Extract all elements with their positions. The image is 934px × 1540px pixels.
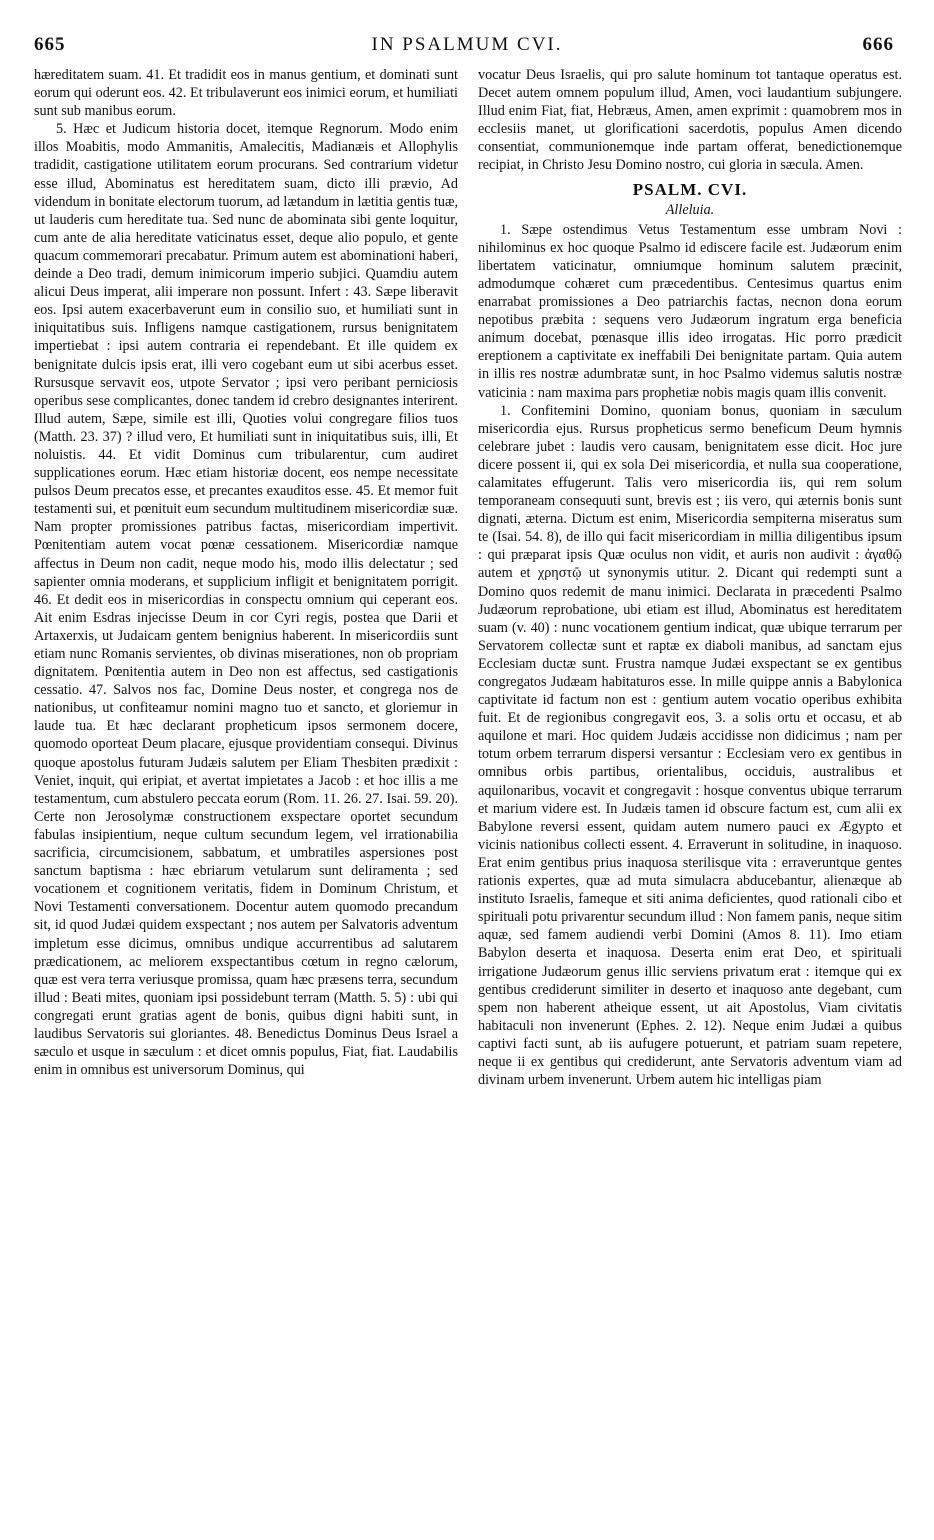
left-paragraph-2: 5. Hæc et Judicum historia docet, itemque Regnorum. Modo enim illos Moabitis, modo Ammanitis, Amalecitis, Madianæis et Allophylis tradidit, castigatione utilitatem eorum procurans. Sed contrarium videtur esse illud, Abominatus est hereditatem suam, dicto illi prævio, Ad videndum in bonitate electorum tuorum, ad lætandum in lætitia gentis tuæ, ut lauderis cum hereditate tua. Sed nunc de abominata sibi gente loquitur, cum ante de alia hereditate vaticinatus esset, deque alio populo, et gente quacum commemorari precabatur. Primum autem est abominationi haberi, deinde a Deo tradi, demum inimicorum imperio subjici. Quamdiu autem alicui Deus imperat, alii imperare non possunt. Infert : 43. Sæpe liberavit eos. Ipsi autem exacerbaverunt eum in consilio suo, et humiliati sunt in iniquitatibus suis. Infligens namque castigationem, rursus benignitatem impertiebat : ipsi autem contraria ei rependebant. Et ille quidem ex benignitate dulcis ipsis erat, illi vero cogebant eum ut sibi acerbus esset. Rursusque servavit eos, utpote Servator ; ipsi vero peribant perniciosis operibus sese complicantes, donec tandem id crebro designantes interirent. Illud autem, Sæpe, simile est illi, Quoties volui congregare filios tuos (Matth. 23. 37) ? illud vero, Et humiliati sunt in iniquitatibus suis, illi, Et noluistis. 44. Et vidit Dominus cum tribularentur, cum audiret supplicationes eorum. Hæc etiam historiæ docent, eos nempe necessitate pulsos Deum precatos esse, et precantes exauditos esse. 45. Et memor fuit testamenti sui, et pœnituit eum secundum multitudinem misericordiæ suæ. Nam propter promissiones patribus factas, misericordiam impertivit. Pœnitentiam autem vocat pœnæ cessationem. Misericordiæ namque affectus in Deum non cadit, neque modo his, modo illis delectatur ; sed sapienter omnia moderans, et supplicium infligit et benignitatem porrigit. 46. Et dedit eos in misericordias in conspectu omnium qui ceperant eos. Ait enim Esdras injecisse Deum in cor Cyri regis, postea que Darii et Artaxerxis, ut Judaicam gentem benignius haberent. In misericordiis sunt etiam nunc Romanis servientes, ob divinas miserationes, non ob propriam dignitatem. Pœnitentia autem in Deo non est affectus, sed castigationis cessatio. 47. Salvos nos fac, Domine Deus noster, et congrega nos de nationibus, ut confiteamur nomini magno tuo et sancto, et gloriemur in laude tua. Et hæc declarant propheticum ipsos sermonem docere, quomodo oporteat Deum placare, ejusque providentiam consequi. Divinus quoque apostolus futuram Judæis salutem per Eliam Thesbiten prædixit : Veniet, inquit, qui eripiat, et avertat impietates a Jacob : et hoc illis a me testamentum, cum abstulero peccata eorum (Rom. 11. 26. 27. Isai. 59. 20). Certe non Jerosolymæ constructionem exspectare oportet secundum fabulas insipientium, neque cultum secundum legem, vel irrationabilia sacrificia, circumcisionem, sabbatum, et umbratiles aspersiones post sanctum baptisma : hæc ebriarum vetularum sunt deliramenta ; sed vocationem et cognitionem veritatis, fidem in Dominum Christum, et Novi Testamenti conversationem. Docentur autem quomodo precandum sit, id quod Judæi quidem exspectant ; nos autem per Salvatoris adventum impletum esse dicimus, omnibus undique accurrentibus ad salutarem prædicationem, ac meliorem exspectantibus cœtum in regno cælorum, quæ est vera terra veriusque promissa, quam hæc præsens terra, secundum illud : Beati mites, quoniam ipsi possidebunt terram (Matth. 5. 5) : ubi qui congregati erunt gratias agent de bonis, quibus digni habiti sunt, in laudibus Servatoris sui gloriantes. 48. Benedictus Dominus Deus Israel a sæculo et usque in sæculum : et dicet omnis populus, Fiat, fiat. Laudabilis enim in omnibus est universorum Dominus, qui [34, 121, 458, 1079]
page-header [0, 34, 934, 58]
page-number-right: 666 [862, 34, 894, 55]
left-paragraph-1: hæreditatem suam. 41. Et tradidit eos in manus gentium, et dominati sunt eorum qui oderunt eos. 42. Et tribulaverunt eos inimici eorum, et humiliati sunt sub manibus eorum. [34, 67, 458, 120]
right-column [478, 66, 902, 1089]
right-paragraph-3: 1. Confitemini Domino, quoniam bonus, quoniam in sæculum misericordia ejus. Rursus propheticus sermo beneficum Deum hymnis celebrare jubet : laudis vero causam, benignitatem esse dicit. Hoc jure dicere possent ii, qui ex sola Dei misericordia, et nulla sua cooperatione, calamitates effugerunt. Talis vero misericordia iis, qui rem solum temporaneam consequuti sunt, brevis est ; iis vero, qui æternis bonis sunt dignati, æterna. Dictum est enim, Misericordia sempiterna miseratus sum te (Isai. 54. 8), de illo qui facit misericordiam in millia diligentibus ipsum : qui præparat ipsis Quæ oculus non vidit, et auris non audivit : ἀγαθῷ autem et χρηστῷ ut synonymis utitur. 2. Dicant qui redempti sunt a Domino quos redemit de manu inimici. Declarata in præcedenti Psalmo Judæorum reprobatione, ubi etiam est illud, Abominatus est hereditatem suam (v. 40) : nunc vocationem gentium indicat, quæ ubique terrarum per Servatorem collectæ sunt et raptæ ex diaboli manibus, ad sanctam ejus Ecclesiam ductæ sunt. Frustra namque Judæi exspectant se ex gentibus congregatos Judæam habitaturos esse. In mille quippe annis a Babylonica captivitate id factum non est : gentium autem vocatio operibus exhibita fuit. Et de regionibus congregavit eos, 3. a solis ortu et occasu, et ab aquilone et mari. Hoc quidem Judæis accidisse non didicimus ; nam per totum orbem terrarum dispersi versantur : Ecclesiam vero ex gentibus in omnibus orbis partibus, orientalibus, occiduis, australibus et aquilonaribus, vocavit et congregavit : hosque conventus ubique terrarum et marium videre est. In Judæis tamen id obscure factum est, cum alii ex Babylone reversi essent, quidam autem numero pauci ex Ægypto et vicinis nationibus collecti essent. 4. Erraverunt in solitudine, in inaquoso. Erat enim gentibus prius inaquosa sterilisque vita : erraveruntque gentes rationis expertes, quæ ad muta simulacra abducebantur, alienæque ab instituto Israelis, fameque et siti anima deficientes, quod rationali cibo et spirituali potu privarentur secundum illud : Non famem panis, neque sitim aquæ, sed famem audiendi verbi Domini (Amos 8. 11). Imo etiam Babylon deserta et inaquosa. Deserta enim erat Deo, et spirituali irrigatione Judæorum genus illic serviens privatum erat : itemque qui ex gentibus crediderunt similiter in deserto et inaquoso ante degebant, cum spem non haberent atheique essent, ut ait Apostolus, Viam civitatis habitaculi non invenerunt (Ephes. 2. 12). Neque enim Judæi a quibus captivi facti sunt, ab iis aufugere potuerunt, et patriam suam repetere, neque ii ex gentibus qui crediderunt, ante Servatoris adventum viam ad divinam urbem invenerunt. Urbem autem hic intelligas piam [478, 402, 902, 1089]
right-paragraph-2: 1. Sæpe ostendimus Vetus Testamentum esse umbram Novi : nihilominus ex hoc quoque Psalmo id ediscere facile est. Judæorum enim libertatem vaticinatur, omniumque hominum salutem præcinit, admodumque cohæret cum præcedentibus. Centesimus quartus enim enarrabat promissiones a Deo patriarchis factas, necnon dona eorum nepotibus præbita : sequens vero Judæorum ingratum erga beneficia animum docebat, pœnasque illis ideo irrogatas. Hic porro prædicit ereptionem a captivitate ex ineffabili Dei benignitate partam. Quia autem in illis res nostræ adumbratæ sunt, in hoc Psalmo videmus salutis nostræ vaticinia : nam maxima pars prophetiæ nobis magis quam illis convenit. [478, 221, 902, 401]
running-title: IN PSALMUM CVI. [371, 34, 563, 55]
psalm-title: PSALM. CVI. [632, 179, 748, 199]
page-number-left: 665 [34, 34, 66, 55]
right-paragraph-1: vocatur Deus Israelis, qui pro salute hominum tot tantaque operatus est. Decet autem omnem populum illud, Amen, voci laudantium subjungere. Illud enim Fiat, fiat, Hebræus, Amen, amen exprimit : quamobrem mos in ecclesiis manet, ut glorificationi sacerdotis, populus Amen dicendo consentiat, communionemque inde partam offerat, benedictionemque recipiat, in Christo Jesu Domino nostro, cui gloria in sæcula. Amen. [478, 67, 902, 174]
psalm-subtitle: Alleluia. [665, 201, 715, 218]
left-column [34, 66, 458, 1079]
